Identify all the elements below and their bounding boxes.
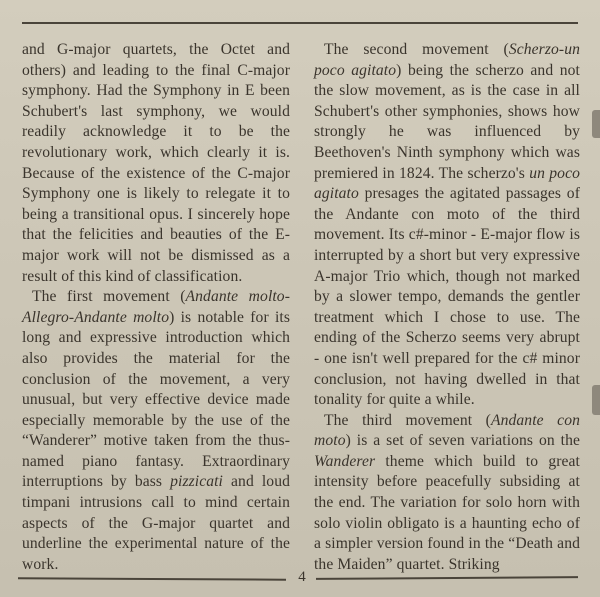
text-run: The third movement ( [324, 411, 491, 429]
left-paragraph-1 [22, 40, 290, 287]
text-run: The second movement ( [324, 41, 509, 58]
page-edge-shadow [592, 385, 600, 415]
left-column [22, 40, 290, 575]
text-run: and loud timpani intrusions call to mind certain aspects of the G-major quartet and underline the experimental nature of the work. [22, 473, 290, 573]
italic-run: pizzicati [170, 473, 223, 491]
right-paragraph-1 [314, 40, 580, 411]
bottom-rule-left [18, 577, 286, 580]
right-column [314, 40, 580, 575]
italic-run: un poco agitato [314, 164, 580, 203]
text-run: theme which build to great intensity before peacefully subsiding at the end. The variation for solo horn with solo violin obligato is a haunting echo of a simpler version found in the “Death and the Maiden” quartet. Striking [314, 452, 580, 573]
left-paragraph-1-text: and G-major quartets, the Octet and others) and leading to the final C-major symphony. Had the Symphony in E been Schubert's last symphony, we would readily acknowledge it to be the revolutionary work, which clearly it is. Because of the existence of the C-major Symphony one is likely to relegate it to being a transitional opus. I sincerely hope that the felicities and beauties of the E-major work will not be dismissed as a result of this kind of classification. [22, 41, 290, 285]
page-number: 4 [298, 569, 306, 585]
page-edge-shadow [592, 110, 600, 138]
left-paragraph-2 [22, 287, 290, 575]
text-run: The first movement ( [32, 288, 186, 306]
text-run: ) is notable for its long and expressive introduction which also provides the material for the conclusion of the movement, a very unusual, but very effective device made especially memorable by the use of the “Wanderer” motive taken from the thus-named piano fantasy. Extraordinary interruptions by bass [22, 308, 290, 491]
top-rule [22, 22, 578, 24]
text-run: presages the agitated passages of the Andante con moto of the third movement. Its c#-minor - E-major flow is interrupted by a short but very expressive A-major Trio which, though not marked by a slower tempo, demands the gentler treatment which I chose to use. The ending of the Scherzo seems very abrupt - one isn't well prepared for the c# minor conclusion, not having dwelled in that tonality for quite a while. [314, 185, 580, 409]
italic-run: Andante molto-Allegro-Andante molto [22, 288, 290, 326]
text-run: ) being the scherzo and not the slow movement, as is the case in all Schubert's other symphonies, shows how strongly he was influenced by Beethoven's Ninth symphony which was premiered in 1824. The scherzo's [314, 61, 580, 182]
bottom-rule-right [316, 576, 578, 580]
italic-run: Wanderer [314, 452, 376, 470]
right-paragraph-2 [314, 411, 580, 576]
italic-run: Scherzo-un poco agitato [314, 41, 580, 79]
text-run: ) is a set of seven variations on the [345, 432, 580, 450]
italic-run: Andante con moto [314, 411, 580, 450]
